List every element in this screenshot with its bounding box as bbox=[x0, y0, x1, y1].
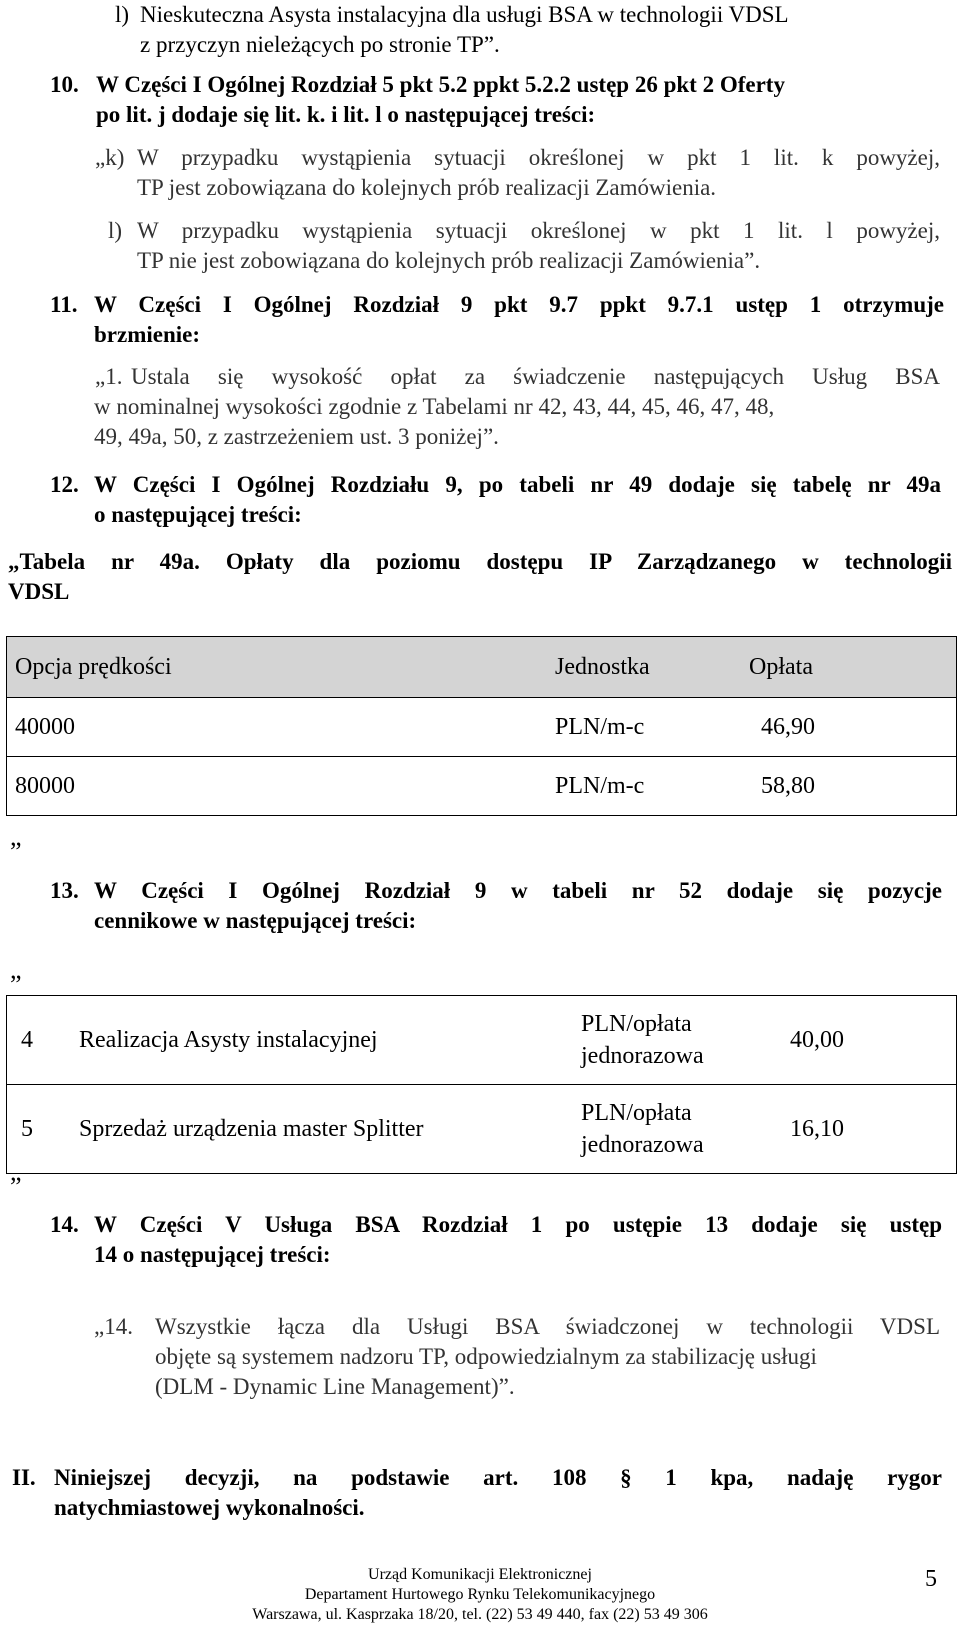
section-number: 14. bbox=[50, 1212, 79, 1237]
table-cell: PLN/m-c bbox=[547, 698, 741, 757]
section-heading: 14 o następującej treści: bbox=[94, 1242, 331, 1267]
table-caption: VDSL bbox=[8, 579, 70, 604]
item-marker: „14. bbox=[94, 1314, 133, 1339]
table-row bbox=[7, 1085, 957, 1174]
table-cell: 58,80 bbox=[741, 757, 957, 816]
table-header-cell: Opcja prędkości bbox=[7, 637, 548, 698]
paragraph-line: Wszystkie łącza dla Usługi BSA świadczonej w technologii VDSL bbox=[155, 1314, 940, 1339]
section-number: 10. bbox=[50, 72, 79, 97]
paragraph-line: (DLM - Dynamic Line Management)”. bbox=[155, 1374, 515, 1399]
opening-quote: „ bbox=[10, 955, 22, 984]
section-heading: W Części V Usługa BSA Rozdział 1 po ustępie 13 dodaje się ustęp bbox=[94, 1212, 942, 1237]
table-cell: PLN/opłata jednorazowa bbox=[575, 996, 772, 1085]
section-number: 13. bbox=[50, 878, 79, 903]
closing-quote: ” bbox=[10, 1172, 22, 1201]
section-heading: po lit. j dodaje się lit. k. i lit. l o następującej treści: bbox=[96, 102, 596, 127]
table-cell: Realizacja Asysty instalacyjnej bbox=[73, 996, 575, 1085]
table-header-cell: Jednostka bbox=[547, 637, 741, 698]
paragraph-line: TP nie jest zobowiązana do kolejnych prób realizacji Zamówienia”. bbox=[137, 248, 761, 273]
section-heading: W Części I Ogólnej Rozdział 5 pkt 5.2 ppkt 5.2.2 ustęp 26 pkt 2 Oferty bbox=[96, 72, 785, 97]
table-cell: 40000 bbox=[7, 698, 548, 757]
section-heading: cennikowe w następującej treści: bbox=[94, 908, 417, 933]
item-marker: l) bbox=[115, 2, 130, 27]
paragraph-line: W przypadku wystąpienia sytuacji określonej w pkt 1 lit. k powyżej, bbox=[137, 145, 940, 170]
table-caption: „Tabela nr 49a. Opłaty dla poziomu dostępu IP Zarządzanego w technologii bbox=[8, 549, 952, 574]
paragraph-line: W przypadku wystąpienia sytuacji określonej w pkt 1 lit. l powyżej, bbox=[137, 218, 940, 243]
section-heading: W Części I Ogólnej Rozdziału 9, po tabeli nr 49 dodaje się tabelę nr 49a bbox=[94, 472, 941, 497]
section-heading: o następującej treści: bbox=[94, 502, 302, 527]
closing-quote: ” bbox=[10, 837, 22, 866]
table-cell: Sprzedaż urządzenia master Splitter bbox=[73, 1085, 575, 1174]
table-row bbox=[7, 757, 957, 816]
paragraph-line: TP jest zobowiązana do kolejnych prób realizacji Zamówienia. bbox=[137, 175, 717, 200]
paragraph-line: z przyczyn nieleżących po stronie TP”. bbox=[140, 32, 500, 57]
item-marker: „k) bbox=[95, 145, 125, 170]
table-cell: PLN/m-c bbox=[547, 757, 741, 816]
table-cell: 46,90 bbox=[741, 698, 957, 757]
footer-institution: Urząd Komunikacji Elektronicznej bbox=[368, 1566, 592, 1583]
paragraph-line: Ustala się wysokość opłat za świadczenie następujących Usług BSA bbox=[131, 364, 940, 389]
table-cell: 5 bbox=[7, 1085, 74, 1174]
fee-table-49a bbox=[6, 636, 957, 816]
section-heading: brzmienie: bbox=[94, 322, 201, 347]
table-row bbox=[7, 996, 957, 1085]
paragraph-line: Nieskuteczna Asysta instalacyjna dla usługi BSA w technologii VDSL bbox=[140, 2, 789, 27]
section-heading: natychmiastowej wykonalności. bbox=[54, 1495, 365, 1520]
paragraph-line: 49, 49a, 50, z zastrzeżeniem ust. 3 poniżej”. bbox=[94, 424, 499, 449]
table-row bbox=[7, 698, 957, 757]
table-cell: 40,00 bbox=[772, 996, 957, 1085]
paragraph-line: objęte są systemem nadzoru TP, odpowiedzialnym za stabilizację usługi bbox=[155, 1344, 817, 1369]
footer-department: Departament Hurtowego Rynku Telekomunikacyjnego bbox=[304, 1586, 656, 1603]
footer-address: Warszawa, ul. Kasprzaka 18/20, tel. (22) 53 49 440, fax (22) 53 49 306 bbox=[252, 1606, 708, 1623]
table-cell: 16,10 bbox=[772, 1085, 957, 1174]
section-number: II. bbox=[12, 1465, 36, 1490]
table-header-cell: Opłata bbox=[741, 637, 957, 698]
section-number: 12. bbox=[50, 472, 79, 497]
table-cell: 80000 bbox=[7, 757, 548, 816]
page-number: 5 bbox=[925, 1566, 937, 1592]
fee-table-52 bbox=[6, 995, 957, 1174]
section-number: 11. bbox=[50, 292, 78, 317]
section-heading: W Części I Ogólnej Rozdział 9 pkt 9.7 ppkt 9.7.1 ustęp 1 otrzymuje bbox=[94, 292, 944, 317]
table-cell: 4 bbox=[7, 996, 74, 1085]
item-marker: l) bbox=[108, 218, 123, 243]
paragraph-line: w nominalnej wysokości zgodnie z Tabelami nr 42, 43, 44, 45, 46, 47, 48, bbox=[94, 394, 775, 419]
section-heading: W Części I Ogólnej Rozdział 9 w tabeli nr 52 dodaje się pozycje bbox=[94, 878, 942, 903]
item-marker: „1. bbox=[95, 364, 123, 389]
table-header-row bbox=[7, 637, 957, 698]
table-cell: PLN/opłata jednorazowa bbox=[575, 1085, 772, 1174]
section-heading: Niniejszej decyzji, na podstawie art. 108 § 1 kpa, nadaję rygor bbox=[54, 1465, 942, 1490]
